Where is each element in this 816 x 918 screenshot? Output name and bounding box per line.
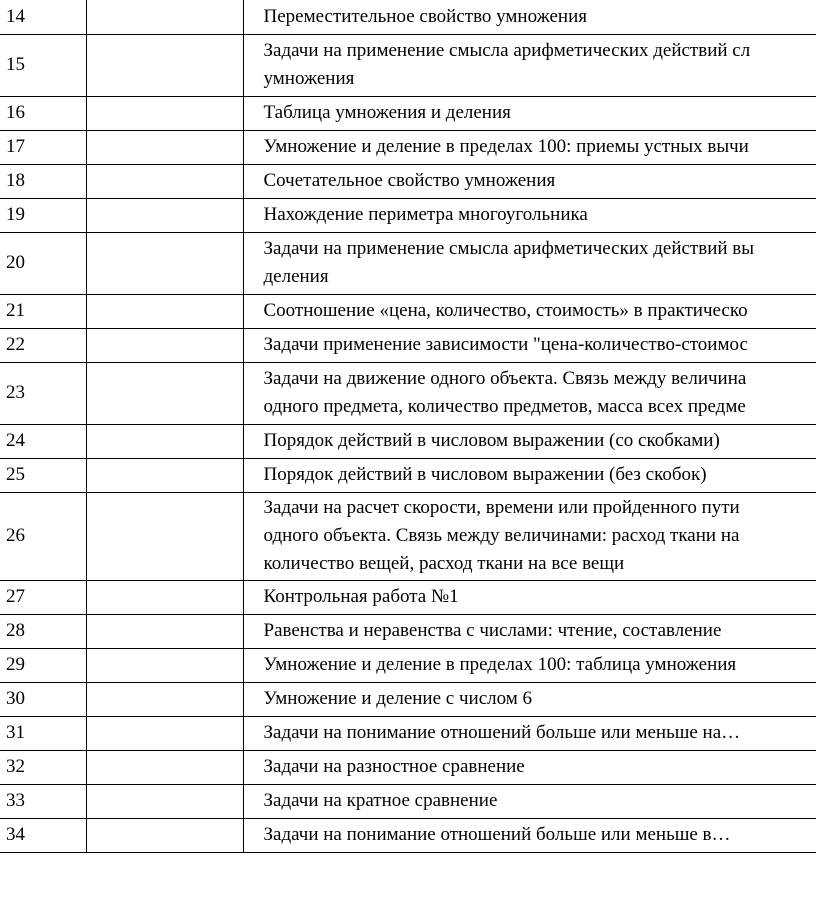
lesson-number-cell: 17 [0, 130, 86, 164]
empty-cell [86, 648, 243, 682]
empty-cell [86, 784, 243, 818]
table-row [0, 818, 816, 852]
lesson-topic-line: Порядок действий в числовом выражении (без скобок) [263, 464, 707, 485]
lesson-topic-line: Порядок действий в числовом выражении (со скобками) [263, 430, 720, 451]
lesson-topic-cell [243, 648, 816, 682]
lesson-topic-cell [243, 0, 816, 34]
lesson-number-cell: 34 [0, 818, 86, 852]
lesson-number-cell: 19 [0, 198, 86, 232]
table-row [0, 784, 816, 818]
lesson-topic-cell [243, 424, 816, 458]
table-row [0, 130, 816, 164]
empty-cell [86, 96, 243, 130]
lesson-number-cell: 18 [0, 164, 86, 198]
lesson-number-cell: 24 [0, 424, 86, 458]
lesson-topic-cell [243, 198, 816, 232]
lesson-number-cell: 14 [0, 0, 86, 34]
lesson-topic-cell [243, 750, 816, 784]
empty-cell [86, 198, 243, 232]
lesson-topic-line: Задачи на применение смысла арифметических действий сл [263, 40, 751, 61]
lesson-topic-cell [243, 784, 816, 818]
lesson-topic-line: Задачи на движение одного объекта. Связь между величина [263, 368, 747, 389]
lesson-topic-line: Задачи на понимание отношений больше или меньше в… [263, 824, 731, 845]
table-row [0, 424, 816, 458]
table-row [0, 716, 816, 750]
empty-cell [86, 328, 243, 362]
lesson-topic-cell [243, 362, 816, 424]
lesson-topic-cell [243, 580, 816, 614]
empty-cell [86, 34, 243, 96]
lesson-topic-cell [243, 232, 816, 294]
lesson-topic-line: Умножение и деление в пределах 100: приемы устных вычи [263, 136, 749, 157]
table-row [0, 328, 816, 362]
lesson-topic-line: Контрольная работа №1 [263, 586, 459, 607]
lesson-topic-line: Соотношение «цена, количество, стоимость» в практическо [263, 300, 748, 321]
empty-cell [86, 232, 243, 294]
lesson-topic-cell [243, 294, 816, 328]
table-row [0, 34, 816, 96]
lesson-number-cell: 23 [0, 362, 86, 424]
table-row [0, 750, 816, 784]
lesson-topic-cell [243, 328, 816, 362]
empty-cell [86, 362, 243, 424]
lesson-topic-cell [243, 164, 816, 198]
lesson-topic-line: Нахождение периметра многоугольника [263, 204, 588, 225]
lesson-number-cell: 27 [0, 580, 86, 614]
table-row [0, 492, 816, 580]
table-row [0, 682, 816, 716]
lesson-number-cell: 21 [0, 294, 86, 328]
empty-cell [86, 424, 243, 458]
table-row [0, 614, 816, 648]
lesson-topic-line: Задачи на применение смысла арифметических действий вы [263, 238, 755, 259]
lesson-topic-line: Переместительное свойство умножения [263, 5, 588, 27]
lesson-number-cell: 20 [0, 232, 86, 294]
lesson-number-cell: 30 [0, 682, 86, 716]
table-row [0, 458, 816, 492]
empty-cell [86, 0, 243, 34]
empty-cell [86, 682, 243, 716]
lesson-topic-line: Умножение и деление в пределах 100: таблица умножения [263, 654, 737, 675]
table-row [0, 164, 816, 198]
empty-cell [86, 492, 243, 580]
lesson-topic-line: Умножение и деление с числом 6 [263, 688, 533, 709]
lesson-topic-cell [243, 682, 816, 716]
lesson-topic-cell [243, 130, 816, 164]
lesson-topic-line: Задачи на расчет скорости, времени или пройденного пути [263, 497, 740, 518]
lesson-topic-line: Задачи на кратное сравнение [263, 790, 498, 811]
lesson-number-cell: 33 [0, 784, 86, 818]
lesson-topic-cell [243, 614, 816, 648]
lesson-topic-line: Задачи на понимание отношений больше или меньше на… [263, 722, 741, 743]
table-row [0, 198, 816, 232]
empty-cell [86, 614, 243, 648]
empty-cell [86, 458, 243, 492]
lesson-number-cell: 29 [0, 648, 86, 682]
empty-cell [86, 130, 243, 164]
table-row [0, 232, 816, 294]
lesson-topic-line: Сочетательное свойство умножения [263, 170, 556, 191]
lesson-topic-cell [243, 34, 816, 96]
lesson-topic-line: количество вещей, расход ткани на все вещи [263, 553, 625, 574]
table-row [0, 648, 816, 682]
lesson-topic-cell [243, 716, 816, 750]
lesson-number-cell: 16 [0, 96, 86, 130]
table-row [0, 580, 816, 614]
empty-cell [86, 164, 243, 198]
lesson-number-cell: 28 [0, 614, 86, 648]
lesson-topic-line: одного объекта. Связь между величинами: расход ткани на [263, 525, 740, 546]
table-row [0, 0, 816, 34]
empty-cell [86, 716, 243, 750]
lesson-topic-cell [243, 458, 816, 492]
lesson-topic-line: Равенства и неравенства с числами: чтение, составление [263, 620, 722, 641]
lesson-number-cell: 25 [0, 458, 86, 492]
lesson-number-cell: 32 [0, 750, 86, 784]
table-row [0, 362, 816, 424]
lesson-topic-line: деления [263, 266, 329, 287]
lesson-number-cell: 22 [0, 328, 86, 362]
lesson-topic-cell [243, 96, 816, 130]
empty-cell [86, 294, 243, 328]
table-row [0, 294, 816, 328]
empty-cell [86, 750, 243, 784]
lesson-number-cell: 26 [0, 492, 86, 580]
lesson-number-cell: 15 [0, 34, 86, 96]
lesson-number-cell: 31 [0, 716, 86, 750]
lesson-topic-line: Задачи применение зависимости "цена-количество-стоимос [263, 334, 748, 355]
empty-cell [86, 580, 243, 614]
empty-cell [86, 818, 243, 852]
table-row [0, 96, 816, 130]
lesson-topic-line: одного предмета, количество предметов, масса всех предме [263, 396, 746, 417]
lesson-topic-line: Таблица умножения и деления [263, 102, 511, 123]
lesson-topic-cell [243, 492, 816, 580]
lesson-topic-cell [243, 818, 816, 852]
lesson-topic-line: умножения [263, 68, 355, 89]
lesson-topic-line: Задачи на разностное сравнение [263, 756, 525, 777]
